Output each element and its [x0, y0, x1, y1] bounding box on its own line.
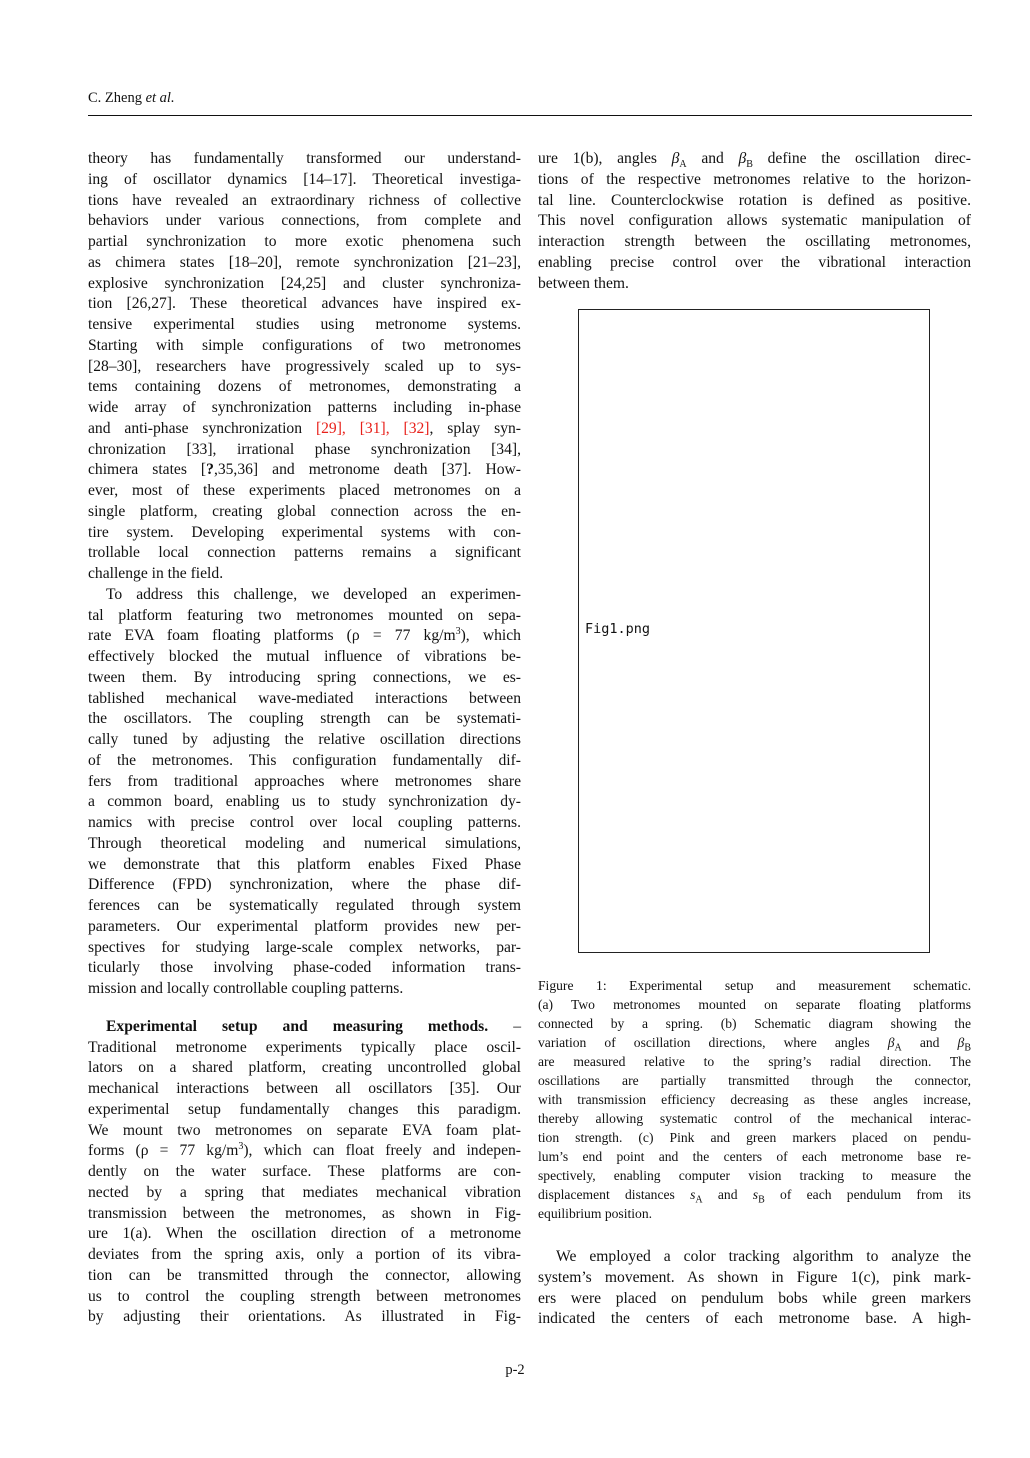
text-line: trollable local connection patterns remains a significant [88, 544, 521, 562]
running-header [88, 90, 175, 107]
text-line: We employed a color tracking algorithm to analyze the [556, 1248, 971, 1265]
text-line: by adjusting their orientations. As illustrated in Fig- [88, 1308, 521, 1326]
text-line: forms (ρ = 77 $kg/m^3$), which can float freely and indepen- [88, 1141, 521, 1160]
caption-line: (a) Two metronomes mounted on separate floating platforms [538, 997, 971, 1012]
text-line: nected by a spring that mediates mechanical vibration [88, 1183, 521, 1201]
text-line: the oscillators. The coupling strength can be systemati- [88, 710, 521, 728]
text-line: theory has fundamentally transformed our understand- [88, 150, 521, 167]
figure-filename: Fig1.png [585, 621, 651, 637]
paragraph-setup-cont [88, 1162, 521, 1328]
text-line: Through theoretical modeling and numerical simulations, [88, 834, 521, 852]
text-line: cally tuned by adjusting the relative oscillation directions [88, 731, 521, 748]
text-line: we demonstrate that this platform enables Fixed Phase [88, 855, 521, 873]
header-rule [88, 115, 972, 116]
text-line: deviates from the spring axis, only a portion of its vibra- [88, 1246, 521, 1263]
caption-line: Figure 1: Experimental setup and measurement schematic. [538, 978, 971, 993]
text-line: [28–30], researchers have progressively scaled up to sys- [88, 357, 521, 375]
header-et-al: et al. [145, 90, 175, 106]
text-line: transmission between the metronomes, as shown in Fig- [88, 1204, 521, 1222]
caption-line: lum’s end point and the centers of each metronome base re- [538, 1149, 971, 1164]
text-line: tion can be transmitted through the connector, allowing [88, 1266, 521, 1284]
caption-line: are measured relative to the spring’s radial direction. The [538, 1054, 971, 1069]
text-line: wide array of synchronization patterns including in-phase [88, 399, 521, 416]
text-line: chimera states [?,35,36] and metronome death [37]. How- [88, 461, 521, 479]
text-line: ure 1(b), angles $\beta_A$ and $\beta_B$ define the oscillation direc- [538, 150, 971, 171]
text-line: between them. [538, 274, 629, 292]
text-line: explosive synchronization [24,25] and cluster synchroniza- [88, 274, 521, 292]
text-line: tire system. Developing experimental systems with con- [88, 523, 521, 541]
text-line: a common board, enabling us to study synchronization dy- [88, 793, 521, 811]
text-line: indicated the centers of each metronome base. A high- [538, 1310, 971, 1328]
text-line: parameters. Our experimental platform provides new per- [88, 917, 521, 935]
text-line: tions have revealed an extraordinary richness of collective [88, 191, 521, 209]
paragraph-setup [88, 1038, 521, 1142]
text-line: Difference (FPD) synchronization, where the phase dif- [88, 876, 521, 894]
caption-line: variation of oscillation directions, where angles $\beta_A$ and $\beta_B$ [538, 1035, 971, 1054]
text-line: tablished mechanical wave-mediated interactions between [88, 689, 521, 707]
text-line: Starting with simple configurations of two metronomes [88, 336, 521, 354]
caption-line: spectively, enabling computer vision tracking to measure the [538, 1168, 971, 1183]
text-line: system’s movement. As shown in Figure 1(c), pink mark- [538, 1268, 971, 1286]
caption-line: thereby allowing systematic control of the mechanical interac- [538, 1111, 971, 1126]
paragraph-intro [88, 149, 521, 419]
text-line: tion [26,27]. These theoretical advances have inspired ex- [88, 295, 521, 313]
figure-caption [538, 976, 971, 1223]
text-line: mechanical interactions between all oscillators [35]. Our [88, 1080, 521, 1097]
text-line: chronization [33], irrational phase synchronization [34], [88, 440, 521, 458]
section-heading: Experimental setup and measuring methods. [106, 1017, 489, 1035]
text-line: as chimera states [18–20], remote synchronization [21–23], [88, 253, 521, 271]
paragraph-angles [538, 170, 971, 295]
text-line: To address this challenge, we developed an experimen- [106, 585, 521, 603]
text-line: behaviors under various connections, from complete and [88, 212, 521, 230]
text-line: ure 1(a). When the oscillation direction of a metronome [88, 1225, 521, 1243]
caption-line: with transmission efficiency decreasing as these angles increase, [538, 1092, 971, 1107]
page-number: p-2 [505, 1362, 525, 1378]
text-line: ever, most of these experiments placed metronomes on a [88, 482, 521, 499]
paragraph-tracking [538, 1247, 971, 1330]
missing-citation-mark: ? [206, 461, 214, 479]
text-line: lators on a shared platform, creating uncontrolled global [88, 1059, 521, 1077]
text-line: rate EVA foam floating platforms (ρ = 77 $kg/m^3$), which [88, 626, 521, 645]
caption-line: oscillations are partially transmitted through the connector, [538, 1073, 971, 1088]
text-line: ferences can be systematically regulated through system [88, 897, 521, 914]
paragraph-intro-end [88, 481, 521, 585]
text-line: tal platform featuring two metronomes mounted on sepa- [88, 606, 521, 624]
text-line: of the metronomes. This configuration fundamentally dif- [88, 751, 521, 769]
text-line: We mount two metronomes on separate EVA foam plat- [88, 1121, 521, 1139]
text-line: effectively blocked the mutual influence of vibrations be- [88, 648, 521, 665]
text-line: ing of oscillator dynamics [14–17]. Theoretical investiga- [88, 170, 521, 188]
text-line: dently on the water surface. These platforms are con- [88, 1163, 521, 1180]
text-line: mission and locally controllable coupling patterns. [88, 980, 404, 997]
text-line: tensive experimental studies using metronome systems. [88, 316, 521, 333]
caption-line: connected by a spring. (b) Schematic diagram showing the [538, 1016, 971, 1031]
text-line: experimental setup fundamentally changes this paradigm. [88, 1100, 521, 1118]
text-line: and anti-phase synchronization [29], [31], [32], splay syn- [88, 419, 521, 437]
paragraph-intro-cont [88, 440, 521, 461]
text-line: enabling precise control over the vibrational interaction [538, 253, 971, 271]
caption-line: tion strength. (c) Pink and green markers placed on pendu- [538, 1130, 971, 1145]
text-line: tween them. By introducing spring connections, we es- [88, 668, 521, 686]
text-line: spectives for studying large-scale complex networks, par- [88, 938, 521, 956]
text-line: fers from traditional approaches where metronomes share [88, 772, 521, 790]
citation-link[interactable]: [29], [31], [32] [315, 419, 430, 437]
text-line: partial synchronization to more exotic phenomena such [88, 233, 521, 250]
figure-placeholder [578, 309, 930, 953]
right-column [538, 149, 971, 294]
text-line: namics with precise control over local coupling patterns. [88, 814, 521, 831]
text-line: interaction strength between the oscillating metronomes, [538, 233, 971, 250]
text-line: This novel configuration allows systematic manipulation of [538, 212, 971, 230]
text-line: ers were placed on pendulum bobs while green markers [538, 1289, 971, 1307]
text-line: ticularly those involving phase-coded information trans- [88, 959, 521, 977]
header-author: C. Zheng [88, 90, 142, 106]
caption-line: displacement distances $s_A$ and $s_B$ of each pendulum from its [538, 1187, 971, 1206]
section-heading-line: Experimental setup and measuring methods. – [106, 1017, 521, 1035]
paragraph-platform [88, 585, 521, 627]
text-line: us to control the coupling strength between metronomes [88, 1287, 521, 1305]
text-line: tions of the respective metronomes relative to the horizon- [538, 170, 971, 188]
left-column [88, 149, 521, 1328]
text-line: challenge in the field. [88, 565, 224, 582]
text-line: single platform, creating global connection across the en- [88, 502, 521, 520]
text-line: tal line. Counterclockwise rotation is defined as positive. [538, 191, 971, 209]
paragraph-platform-cont [88, 647, 521, 1000]
text-line: Traditional metronome experiments typically place oscil- [88, 1038, 521, 1056]
caption-line: equilibrium position. [538, 1206, 653, 1221]
text-line: tems containing dozens of metronomes, demonstrating a [88, 378, 521, 396]
